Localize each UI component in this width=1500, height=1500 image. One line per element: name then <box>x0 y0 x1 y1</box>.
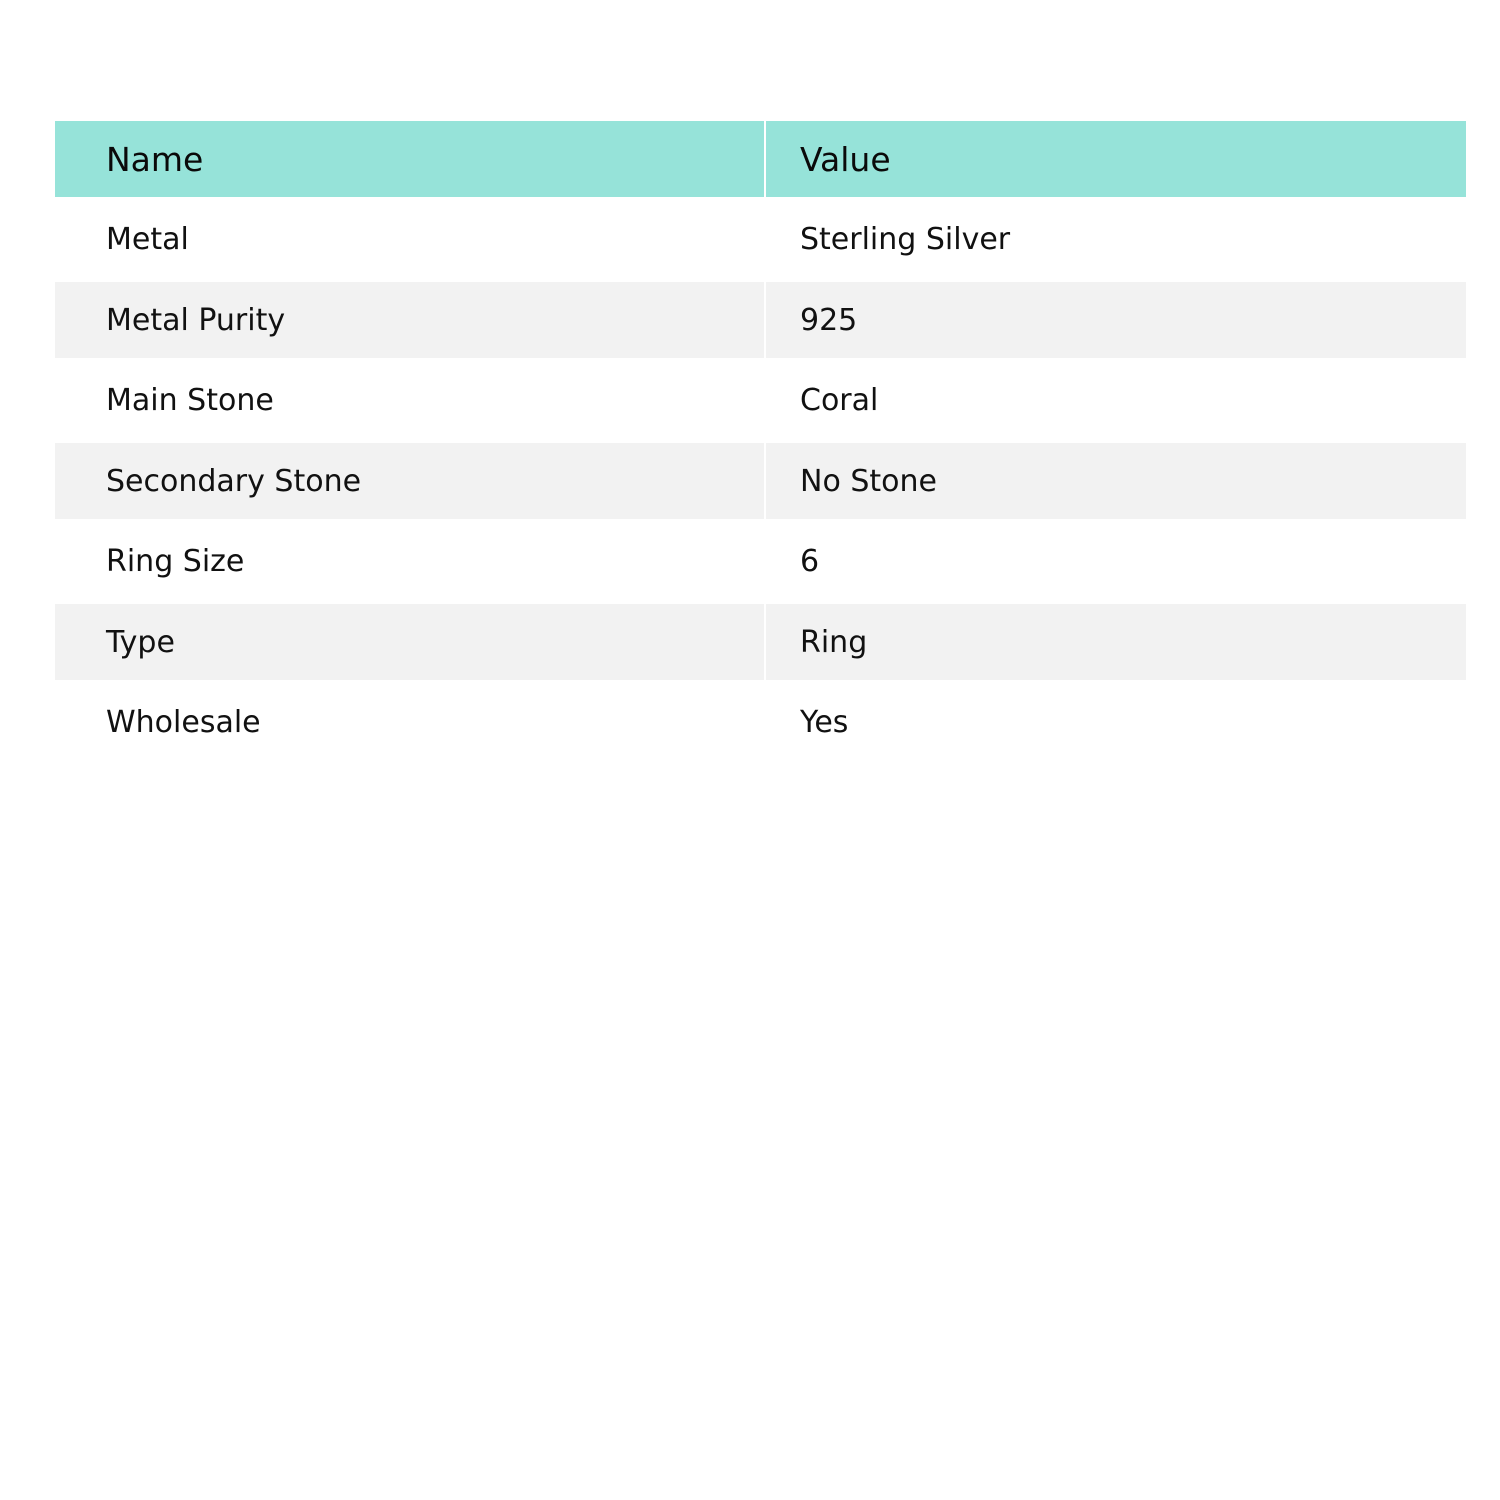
column-header-name: Name <box>55 121 766 197</box>
table-header-row <box>55 121 1466 197</box>
row-name-cell: Main Stone <box>106 383 274 418</box>
row-value-cell: 925 <box>800 302 858 338</box>
table-row <box>55 443 1466 519</box>
row-value-cell: Sterling Silver <box>800 222 1011 257</box>
row-name-cell: Ring Size <box>106 544 245 579</box>
row-name-cell: Type <box>55 604 766 680</box>
row-value-cell: No Stone <box>800 463 937 499</box>
table-row <box>55 197 1466 282</box>
row-value-cell: Coral <box>800 383 879 418</box>
row-name-cell: Wholesale <box>106 705 261 740</box>
specifications-table <box>55 121 1466 765</box>
row-name-cell: Metal Purity <box>55 282 766 358</box>
row-name-cell: Secondary Stone <box>55 443 766 519</box>
table-row <box>55 519 1466 604</box>
row-name-cell: Metal <box>106 222 189 257</box>
column-header-value: Value <box>800 139 891 179</box>
table-row <box>55 680 1466 765</box>
table-row <box>55 282 1466 358</box>
row-value-cell: Ring <box>800 624 868 660</box>
table-row <box>55 358 1466 443</box>
row-value-cell: Yes <box>800 705 849 740</box>
row-value-cell: 6 <box>800 544 820 579</box>
table-row <box>55 604 1466 680</box>
